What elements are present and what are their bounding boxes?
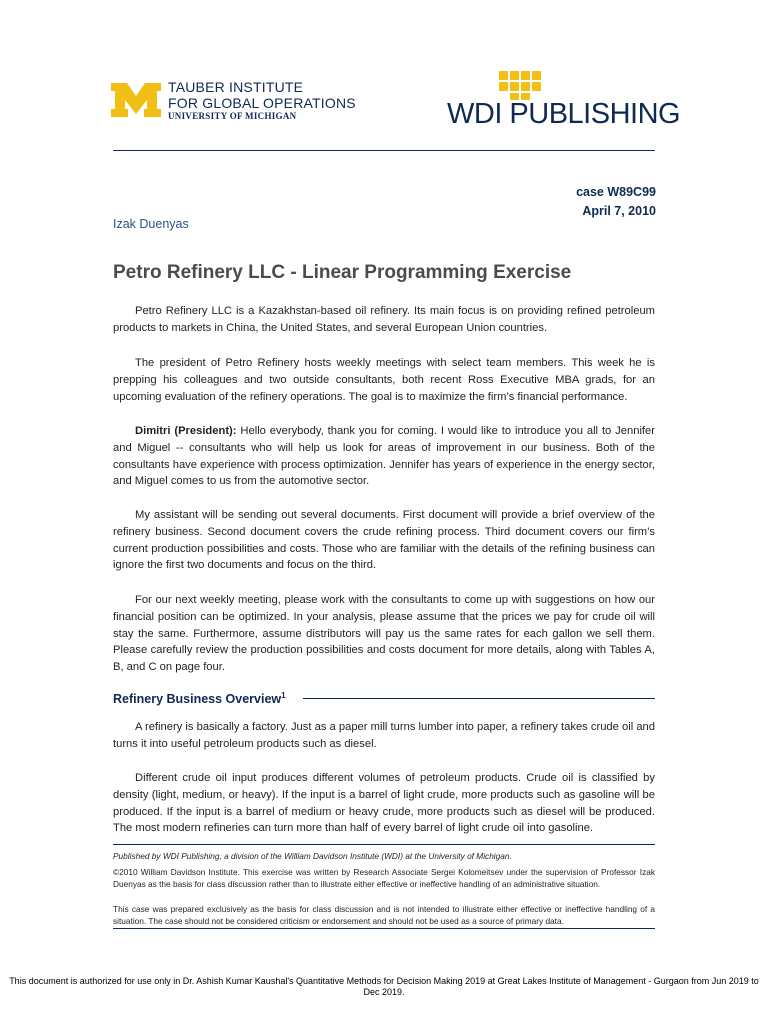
paragraph-president-meeting: The president of Petro Refinery hosts weekly meetings with select team members. This week he is prepping his colleagues and two outside consultants, both recent Ross Executive MBA grads, for an upcoming evaluation of the refinery operations. The goal is to maximize the firm’s financial performance. — [113, 357, 655, 403]
footnote-disclaimer: This case was prepared exclusively as the basis for class discussion and is not intended to illustrate either effective or ineffective handling of a situation. The case should not be considered criticism or endorsement and should not be used as a source of primary data. — [113, 904, 655, 927]
speaker-label: Dimitri (President): — [135, 425, 237, 437]
university-of-michigan-block-m-logo — [111, 83, 161, 117]
footnote-published-by: Published by WDI Publishing, a division of the William Davidson Institute (WDI) at the University of Michigan. — [113, 851, 512, 861]
footnote-copyright: ©2010 William Davidson Institute. This exercise was written by Research Associate Sergei Kolomeitsev under the supervision of Professor Izak Duenyas as the basis for class discussion rather than to illustrate either effective or ineffective handling of an administrative situation. — [113, 867, 655, 890]
paragraph-crude-density: Different crude oil input produces different volumes of petroleum products. Crude oil is classified by density (light, medium, or heavy). If the input is a barrel of light crude, more products such as gasoline will be produced. If the input is a barrel of medium or heavy crude, more products such as diesel will be produced. The most modern refineries can turn more than half of every barrel of light crude oil into gasoline. — [113, 772, 655, 835]
case-date: April 7, 2010 — [582, 204, 656, 218]
header-divider — [113, 150, 655, 151]
case-info — [576, 183, 656, 221]
paragraph-intro: Petro Refinery LLC is a Kazakhstan-based oil refinery. Its main focus is on providing refined petroleum products to markets in China, the United States, and several European Union countries. — [113, 305, 655, 334]
tauber-line-1: TAUBER INSTITUTE — [168, 79, 304, 95]
document-title: Petro Refinery LLC - Linear Programming Exercise — [113, 262, 572, 283]
paragraph-documents: My assistant will be sending out several documents. First document will provide a brief overview of the refinery business. Second document covers the crude refining process. Third document covers our firm’s current production possibilities and costs. Those who are familiar with the details of the refining business can ignore the first two documents and focus on the third. — [113, 509, 655, 572]
tauber-institute-logo-text — [168, 80, 356, 121]
paragraph-next-meeting: For our next weekly meeting, please work with the consultants to come up with suggestions on how our financial position can be optimized. In your analysis, please assume that the prices we pay for crude oil will stay the same. Furthermore, assume distributors will pay us the same rates for each gallon we sell them. Please carefully review the production possibilities and costs document for more details, along with Tables A, B, and C on page four. — [113, 594, 655, 674]
tauber-line-2: FOR GLOBAL OPERATIONS — [168, 95, 356, 111]
author-name: Izak Duenyas — [113, 217, 189, 231]
authorization-notice: This document is authorized for use only in Dr. Ashish Kumar Kaushal's Quantitative Methods for Decision Making 2019 at Great Lakes Institute of Management - Gurgaon from Jun 2019 to Dec 2019. — [9, 976, 759, 997]
section-heading-rule — [303, 698, 655, 699]
footnote-marker: 1 — [281, 691, 286, 700]
wdi-publishing-logo-text: WDI PUBLISHING — [447, 98, 681, 130]
footnote-divider — [113, 844, 655, 845]
section-heading: Refinery Business Overview$^1$ — [113, 691, 286, 706]
case-number: case W89C99 — [576, 185, 656, 199]
paragraph-dimitri-speech: Dimitri (President): Hello everybody, thank you for coming. I would like to introduce you all to Jennifer and Miguel -- consultants who will help us look for areas of improvement in our business. Both of the consultants have experience with process optimization. Jennifer has years of experience in the energy sector, and Miguel comes to us from the automotive sector. — [113, 425, 655, 488]
wdi-squares-logo-icon — [497, 71, 571, 100]
footnote-bottom-divider — [113, 928, 655, 929]
university-of-michigan-label: UNIVERSITY OF MICHIGAN — [168, 111, 297, 121]
paragraph-refinery-factory: A refinery is basically a factory. Just as a paper mill turns lumber into paper, a refinery takes crude oil and turns it into useful petroleum products such as diesel. — [113, 721, 655, 750]
